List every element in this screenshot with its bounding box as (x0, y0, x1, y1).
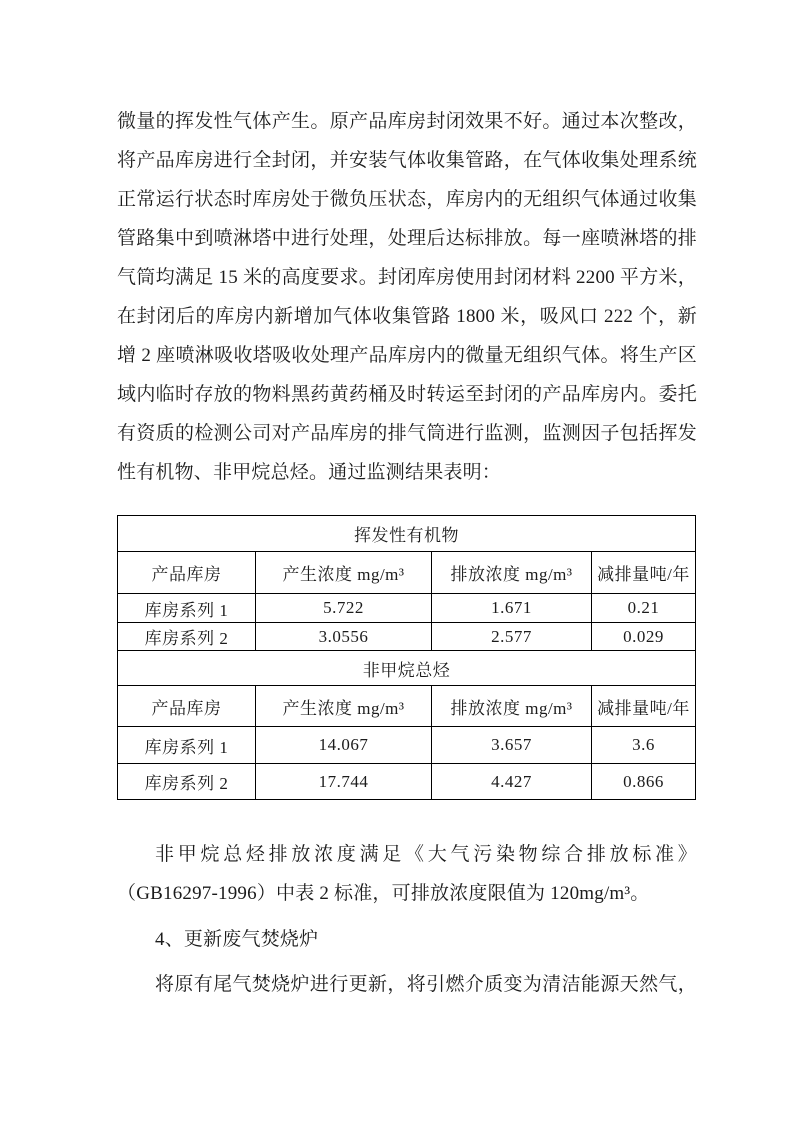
paragraph-bottom (117, 965, 697, 1004)
paragraph-top (117, 102, 697, 492)
table-cell: 0.21 (592, 594, 696, 623)
section-heading-item4: 4、更新废气焚烧炉 (155, 929, 319, 950)
emissions-monitoring-table (117, 515, 696, 800)
paragraph-line: 域内临时存放的物料黑药黄药桶及时转运至封闭的产品库房内。委托 (117, 384, 697, 405)
table-header-cell: 排放浓度 mg/m³ (432, 552, 592, 594)
table-header-cell: 排放浓度 mg/m³ (432, 686, 592, 727)
table-header-cell: 产品库房 (118, 552, 256, 594)
table-header-cell: 产生浓度 mg/m³ (256, 552, 432, 594)
table-row (118, 623, 696, 651)
table-cell: 2.577 (432, 623, 592, 651)
table-header-cell: 产品库房 (118, 686, 256, 727)
table-cell: 14.067 (256, 727, 432, 764)
table-row (118, 594, 696, 623)
table-header-cell: 产生浓度 mg/m³ (256, 686, 432, 727)
paragraph-line: 气筒均满足 15 米的高度要求。封闭库房使用封闭材料 2200 平方米， (117, 267, 697, 288)
table-cell: 3.0556 (256, 623, 432, 651)
paragraph-line: 增 2 座喷淋吸收塔吸收处理产品库房内的微量无组织气体。将生产区 (117, 345, 697, 366)
table-cell: 17.744 (256, 764, 432, 800)
paragraph-line: 性有机物、非甲烷总烃。通过监测结果表明： (117, 462, 502, 483)
table-section-row (118, 516, 696, 552)
table-header-cell: 减排量吨/年 (592, 686, 696, 727)
table-cell: 4.427 (432, 764, 592, 800)
table-header-cell: 减排量吨/年 (592, 552, 696, 594)
table-cell: 库房系列 1 (118, 727, 256, 764)
paragraph-line: 将原有尾气焚烧炉进行更新，将引燃介质变为清洁能源天然气， (155, 974, 697, 995)
table-section-title: 非甲烷总烃 (118, 651, 696, 686)
table-cell: 0.866 (592, 764, 696, 800)
paragraph-line: 有资质的检测公司对产品库房的排气筒进行监测，监测因子包括挥发 (117, 423, 697, 444)
document-body (117, 102, 697, 1004)
paragraph-line: 正常运行状态时库房处于微负压状态，库房内的无组织气体通过收集 (117, 189, 697, 210)
paragraph-line: 在封闭后的库房内新增加气体收集管路 1800 米，吸风口 222 个，新 (117, 306, 697, 327)
table-cell: 库房系列 2 (118, 764, 256, 800)
table-row (118, 764, 696, 800)
table-section-row (118, 651, 696, 686)
table-cell: 库房系列 2 (118, 623, 256, 651)
table-cell: 库房系列 1 (118, 594, 256, 623)
table-cell: 0.029 (592, 623, 696, 651)
table-header-row (118, 686, 696, 727)
paragraph-line: 微量的挥发性气体产生。原产品库房封闭效果不好。通过本次整改， (117, 111, 697, 132)
table-row (118, 727, 696, 764)
paragraph-line: 将产品库房进行全封闭，并安装气体收集管路，在气体收集处理系统 (117, 150, 697, 171)
paragraph-standard (117, 835, 697, 913)
table-cell: 5.722 (256, 594, 432, 623)
paragraph-line: 管路集中到喷淋塔中进行处理，处理后达标排放。每一座喷淋塔的排 (117, 228, 697, 249)
paragraph-line: 非甲烷总烃排放浓度满足《大气污染物综合排放标准》 (155, 844, 697, 865)
table-cell: 3.6 (592, 727, 696, 764)
table-cell: 3.657 (432, 727, 592, 764)
table-section-title: 挥发性有机物 (118, 516, 696, 552)
table-header-row (118, 552, 696, 594)
table-cell: 1.671 (432, 594, 592, 623)
paragraph-line: （GB16297-1996）中表 2 标准，可排放浓度限值为 120mg/m³。 (117, 883, 650, 904)
